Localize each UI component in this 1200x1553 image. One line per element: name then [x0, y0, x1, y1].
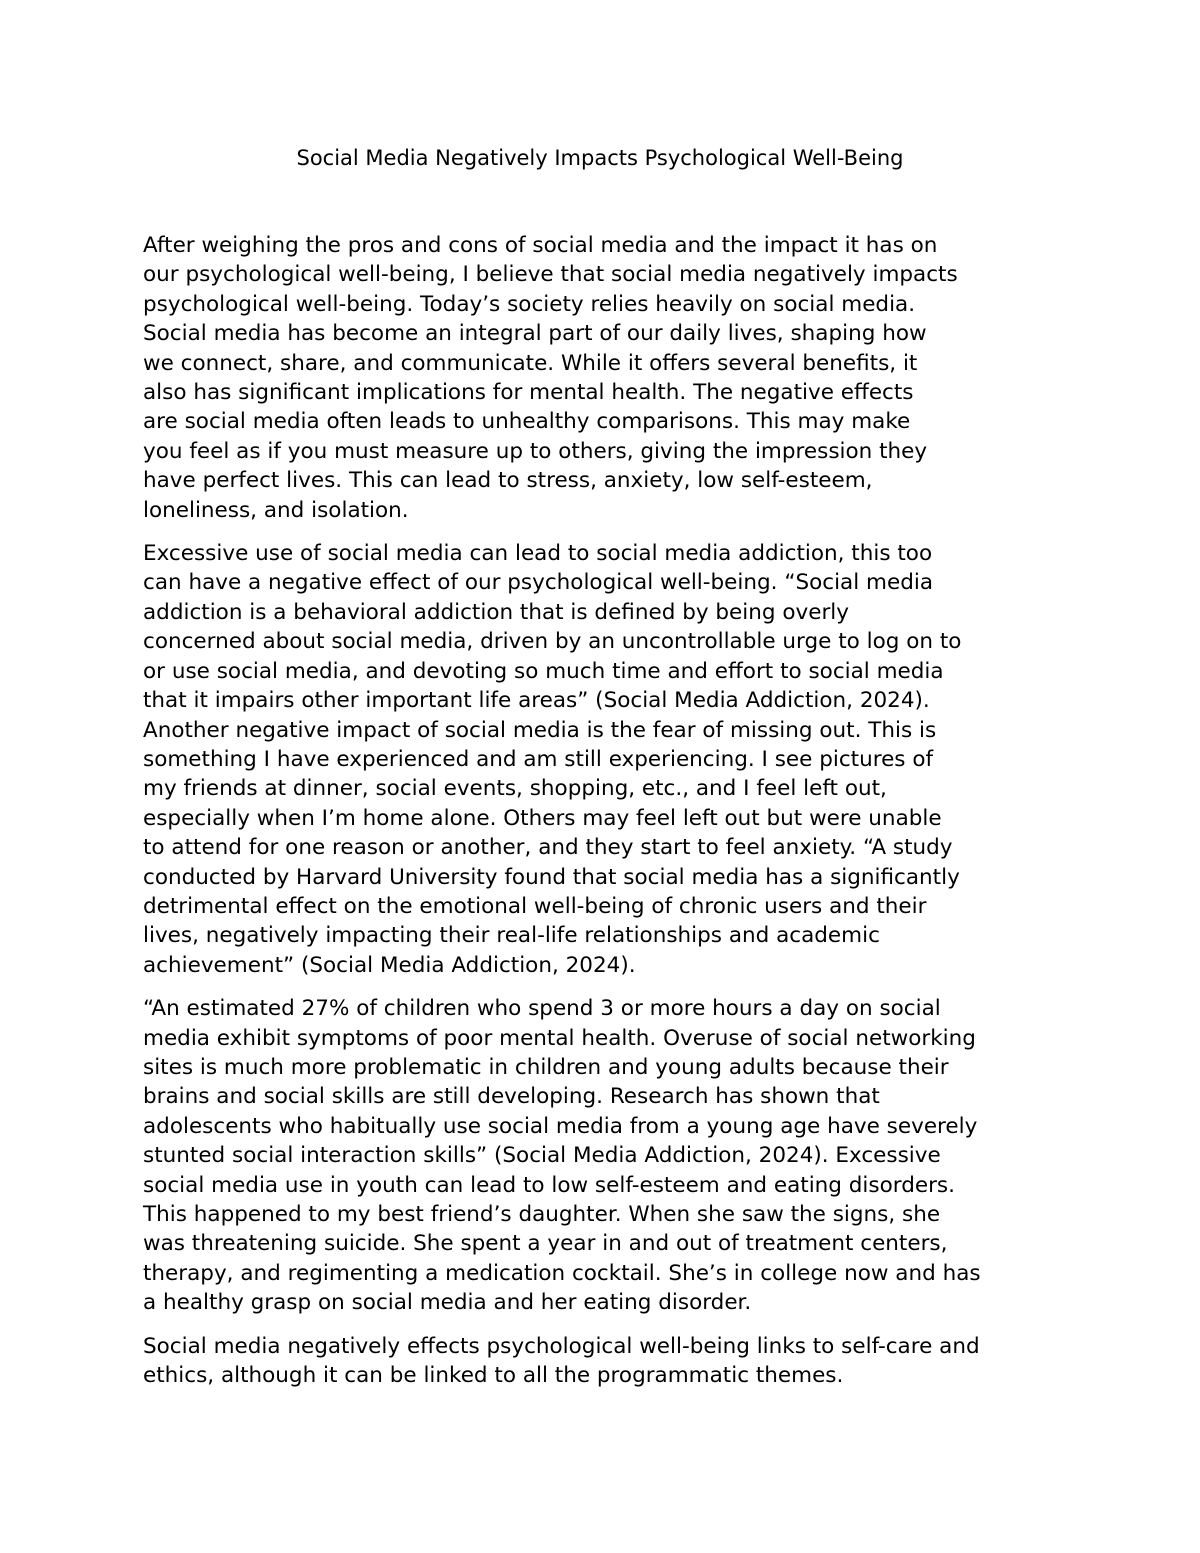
- text-line: are social media often leads to unhealthy comparisons. This may make: [143, 409, 911, 435]
- document-title: Social Media Negatively Impacts Psychological Well-Being: [296, 146, 904, 170]
- text-line: Excessive use of social media can lead to social media addiction, this too: [143, 541, 933, 567]
- text-line: something I have experienced and am still experiencing. I see pictures of: [143, 746, 934, 772]
- text-line: lives, negatively impacting their real-life relationships and academic: [143, 923, 880, 949]
- text-line: our psychological well-being, I believe that social media negatively impacts: [143, 262, 958, 288]
- text-line: Social media negatively effects psychological well-being links to self-care and: [143, 1333, 980, 1359]
- text-line: can have a negative effect of our psychological well-being. “Social media: [143, 570, 933, 596]
- text-line: adolescents who habitually use social media from a young age have severely: [143, 1113, 978, 1139]
- text-line: stunted social interaction skills” (Social Media Addiction, 2024). Excessive: [143, 1143, 941, 1169]
- text-line: “An estimated 27% of children who spend 3 or more hours a day on social: [143, 996, 941, 1022]
- text-line: ethics, although it can be linked to all the programmatic themes.: [143, 1363, 844, 1389]
- paragraph: [143, 994, 1083, 1317]
- text-line: we connect, share, and communicate. While it offers several benefits, it: [143, 350, 918, 376]
- text-line: This happened to my best friend’s daughter. When she saw the signs, she: [143, 1202, 941, 1227]
- text-line: loneliness, and isolation.: [143, 497, 409, 523]
- text-line: was threatening suicide. She spent a year in and out of treatment centers,: [143, 1231, 948, 1257]
- text-line: or use social media, and devoting so much time and effort to social media: [143, 658, 944, 684]
- text-line: media exhibit symptoms of poor mental health. Overuse of social networking: [143, 1025, 976, 1051]
- paragraph: [143, 231, 1083, 525]
- text-line: also has significant implications for mental health. The negative effects: [143, 380, 914, 406]
- text-line: addiction is a behavioral addiction that is defined by being overly: [143, 599, 849, 625]
- text-line: Another negative impact of social media is the fear of missing out. This is: [143, 717, 937, 743]
- text-line: my friends at dinner, social events, shopping, etc., and I feel left out,: [143, 776, 887, 802]
- text-line: therapy, and regimenting a medication cocktail. She’s in college now and has: [143, 1260, 981, 1286]
- document-body: [143, 231, 1083, 1404]
- text-line: that it impairs other important life areas” (Social Media Addiction, 2024).: [143, 688, 930, 714]
- paragraph: [143, 1332, 1083, 1391]
- text-line: conducted by Harvard University found that social media has a significantly: [143, 864, 960, 890]
- text-line: brains and social skills are still developing. Research has shown that: [143, 1084, 880, 1110]
- text-line: concerned about social media, driven by an uncontrollable urge to log on to: [143, 629, 962, 655]
- paragraph: [143, 539, 1083, 980]
- text-line: especially when I’m home alone. Others may feel left out but were unable: [143, 805, 942, 831]
- text-line: have perfect lives. This can lead to stress, anxiety, low self-esteem,: [143, 468, 873, 494]
- text-line: detrimental effect on the emotional well-being of chronic users and their: [143, 893, 927, 919]
- text-line: a healthy grasp on social media and her eating disorder.: [143, 1290, 752, 1316]
- text-line: social media use in youth can lead to low self-esteem and eating disorders.: [143, 1172, 955, 1198]
- text-line: After weighing the pros and cons of social media and the impact it has on: [143, 233, 938, 258]
- text-line: to attend for one reason or another, and they start to feel anxiety. “A study: [143, 835, 953, 861]
- text-line: Social media has become an integral part of our daily lives, shaping how: [143, 321, 927, 347]
- text-line: you feel as if you must measure up to others, giving the impression they: [143, 438, 928, 464]
- text-line: achievement” (Social Media Addiction, 2024).: [143, 952, 636, 978]
- text-line: sites is much more problematic in children and young adults because their: [143, 1054, 949, 1080]
- text-line: psychological well-being. Today’s society relies heavily on social media.: [143, 291, 916, 317]
